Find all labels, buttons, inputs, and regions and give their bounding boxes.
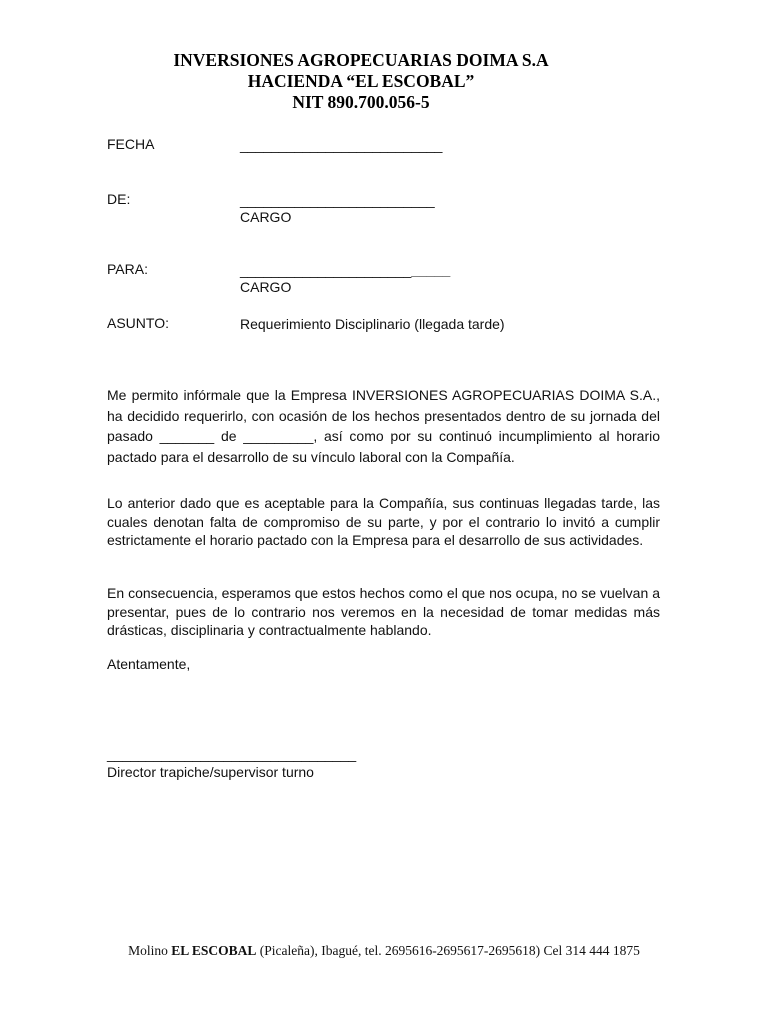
- signature-line: ________________________________: [107, 746, 357, 762]
- letterhead: [0, 50, 722, 113]
- para-cargo: CARGO: [240, 279, 292, 295]
- paragraph-2: Lo anterior dado que es aceptable para la Compañía, sus continuas llegadas tarde, las cuales denotan falta de compromiso de su parte, y por el contrario lo invitó a cumplir estrictamente el horario pactado con la Empresa para el desarrollo de sus actividades.: [107, 495, 660, 548]
- asunto-label: ASUNTO:: [107, 315, 169, 331]
- de-blank: _________________________: [240, 192, 435, 208]
- hacienda-name: HACIENDA “EL ESCOBAL”: [247, 71, 475, 91]
- fecha-blank: __________________________: [240, 137, 443, 153]
- footer-address: [0, 943, 768, 959]
- para-blank-group: [240, 261, 450, 279]
- footer-suffix: (Picaleña), Ibagué, tel. 2695616-2695617-2695618) Cel 314 444 1875: [256, 943, 640, 958]
- asunto-value: Requerimiento Disciplinario (llegada tarde): [240, 316, 505, 332]
- nit-number: NIT 890.700.056-5: [292, 92, 430, 112]
- de-cargo: CARGO: [240, 209, 292, 225]
- company-name: INVERSIONES AGROPECUARIAS DOIMA S.A: [173, 50, 549, 70]
- para-label: PARA:: [107, 261, 148, 277]
- paragraph-3: En consecuencia, esperamos que estos hechos como el que nos ocupa, no se vuelvan a presentar, pues de lo contrario nos veremos en la necesidad de tomar medidas más drásticas, disciplinaria y contractualmente hablando.: [107, 585, 660, 638]
- closing-salutation: Atentamente,: [107, 656, 191, 672]
- fecha-label: FECHA: [107, 136, 155, 152]
- footer-prefix: Molino: [128, 943, 172, 958]
- para-blank: ______________________: [240, 262, 412, 278]
- paragraph-1: Me permito infórmale que la Empresa INVERSIONES AGROPECUARIAS DOIMA S.A., ha decidido requerirlo, con ocasión de los hechos presentados dentro de su jornada del pasado _______ de _________, así como por su continuó incumplimiento al horario pactado para el desarrollo de su vínculo laboral con la Compañía.: [107, 387, 660, 465]
- footer-name: EL ESCOBAL: [171, 943, 257, 958]
- para-blank-bold: _____: [411, 262, 451, 278]
- signature-title: Director trapiche/supervisor turno: [107, 764, 314, 780]
- de-label: DE:: [107, 191, 131, 207]
